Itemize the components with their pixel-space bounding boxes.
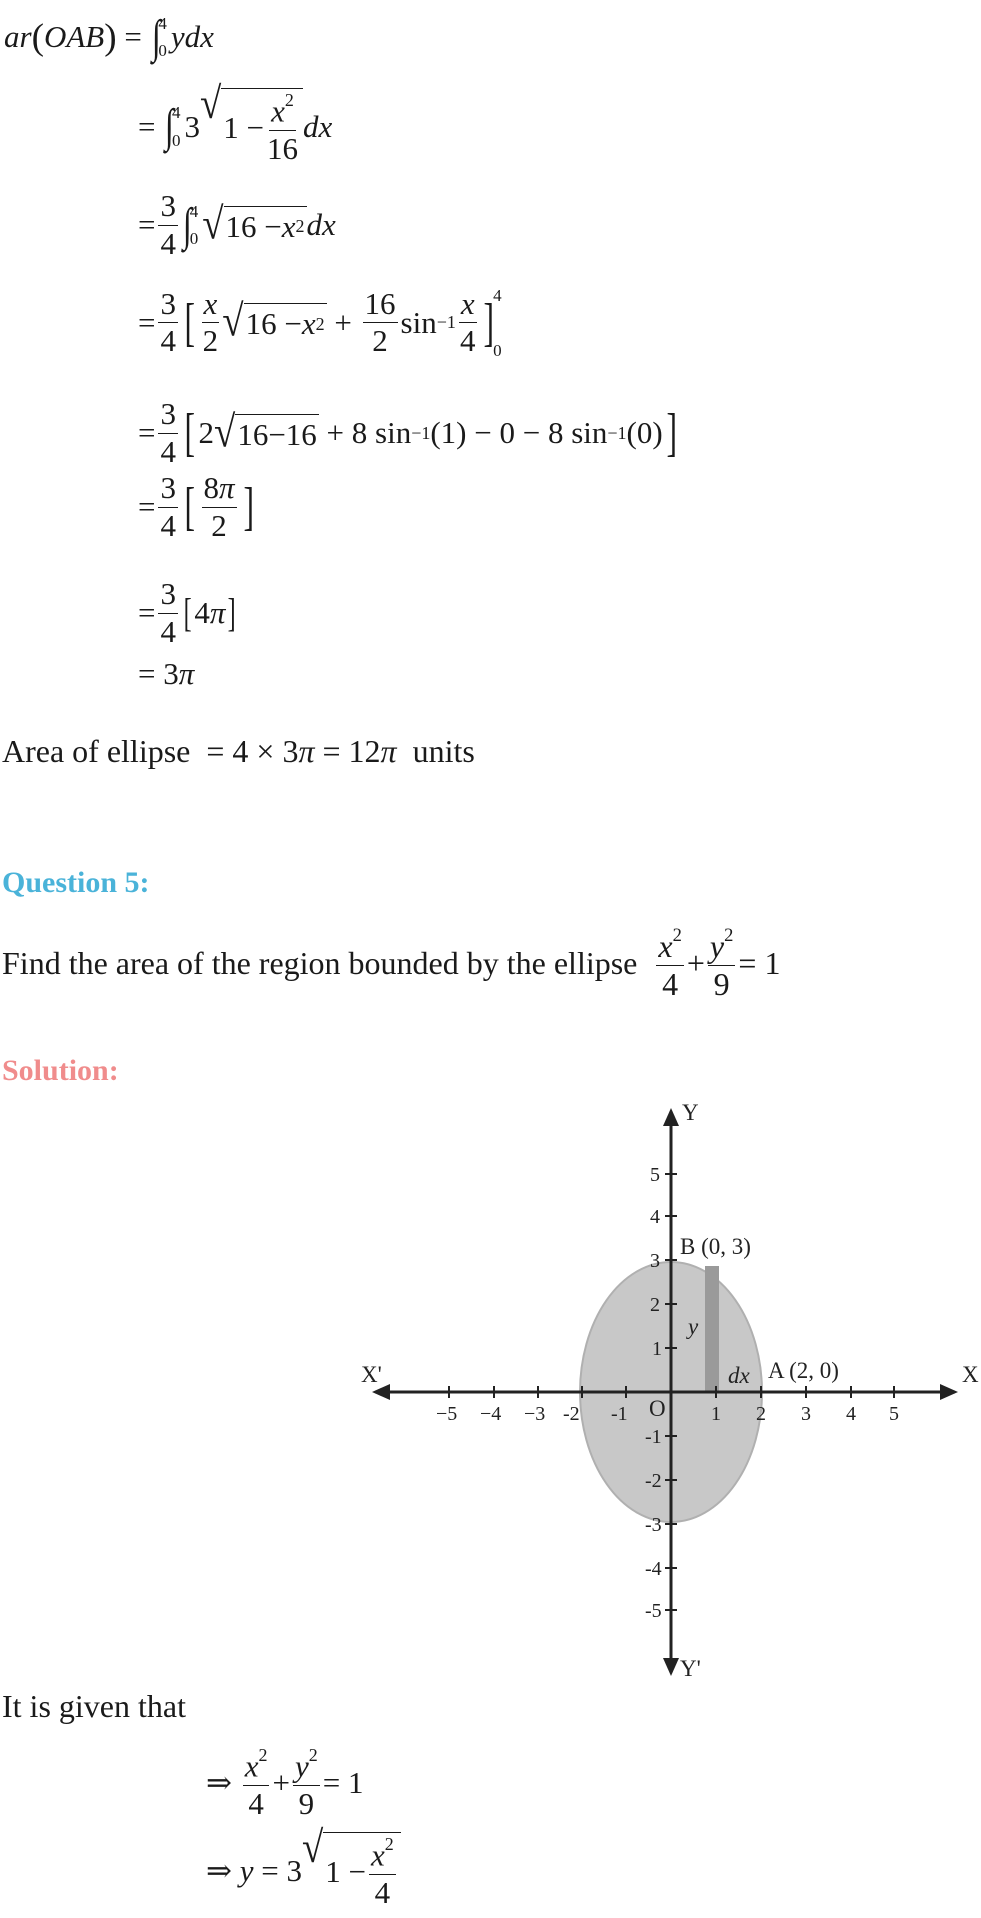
x-tick-label: −4 [480,1403,502,1425]
x-tick-label: 4 [846,1403,856,1425]
derivation-line-8: = 3π [138,656,195,691]
axis-label-x: X [962,1362,979,1387]
y-tick-label: 3 [650,1250,660,1272]
area-label: Area of ellipse [2,733,191,769]
question-text-line: Find the area of the region bounded by the ellipse $\frac{x^2}{4}$ + $\frac{y^2}{9}$ = 1 [2,925,781,1003]
derivation-line-4: = $\frac{3}{4}$ [ $\frac{x}{2}$ √ 16 − x 2 + $\frac{16}{2}$ sin −1 $\frac{x}{4}$ ] 4 0 [138,285,502,360]
y-tick-label: 5 [650,1164,660,1186]
derivation-line-2: = ∫ 4 0 3 √ 1 − $\frac{x^2}{16}$ dx [138,78,333,166]
x-tick-label: -1 [611,1403,628,1425]
x-tick-label: 2 [756,1403,766,1425]
y-tick-label: 1 [652,1338,662,1360]
y-tick-label: -4 [645,1558,662,1580]
area-unit: units [412,733,475,769]
origin-label: O [649,1396,666,1421]
derivation-line-1: ar ( OAB ) = ∫ 4 0 ydx [4,11,214,63]
given-text: It is given that [2,1688,186,1724]
x-tick-label: 1 [711,1403,721,1425]
point-a-label: A (2, 0) [768,1358,839,1383]
area-of-ellipse-line: Area of ellipse = 4 × 3π = 12π units [2,733,475,769]
y-axis-arrow-down [663,1658,679,1676]
derivation-line-3: = $\frac{3}{4}$ ∫ 4 0 √ 16 − x 2 dx [138,188,336,261]
point-b-label: B (0, 3) [680,1234,751,1259]
y-tick-label: -3 [645,1514,662,1536]
x-tick-label: −3 [524,1403,546,1425]
y-tick-label: 4 [650,1206,660,1228]
x-axis-arrow-right [940,1384,958,1400]
y-tick-label: -2 [645,1470,662,1492]
y-tick-label: 2 [650,1294,660,1316]
derivation-line-7: = $\frac{3}{4}$ [ 4π ] [138,576,237,649]
axis-label-y-neg: Y' [680,1656,701,1681]
x-tick-label: 5 [889,1403,899,1425]
y-tick-label: -5 [645,1600,662,1622]
axis-label-y: Y [682,1100,699,1125]
question-text: Find the area of the region bounded by the ellipse [2,945,638,982]
axis-label-x-neg: X' [361,1362,382,1387]
given-equation-2: ⇒ y = 3 √ 1 − $\frac{x^2}{4}$ [206,1832,401,1909]
derivation-line-6: = $\frac{3}{4}$ [ $\frac{8\pi}{2}$ ] [138,470,254,543]
x-tick-label: -2 [563,1403,580,1425]
x-tick-label: −5 [436,1403,458,1425]
solution-heading: Solution: [2,1054,119,1087]
y-tick-label: -1 [645,1426,662,1448]
given-equation-1: ⇒ $\frac{x^2}{4}$ + $\frac{y^2}{9}$ = 1 [206,1745,364,1821]
strip-y-label: y [688,1314,699,1339]
ellipse-figure [360,1098,981,1684]
derivation-line-5: = $\frac{3}{4}$ [ 2 √ 16−16 + 8 sin −1 (1) − 0 − 8 sin −1 (0) ] [138,396,677,469]
y-axis-arrow-up [663,1108,679,1126]
strip-dx-label: dx [728,1363,750,1388]
question-heading: Question 5: [2,866,150,899]
area-oab-label: ar [4,19,32,55]
x-tick-label: 3 [801,1403,811,1425]
vertical-strip [705,1266,719,1392]
